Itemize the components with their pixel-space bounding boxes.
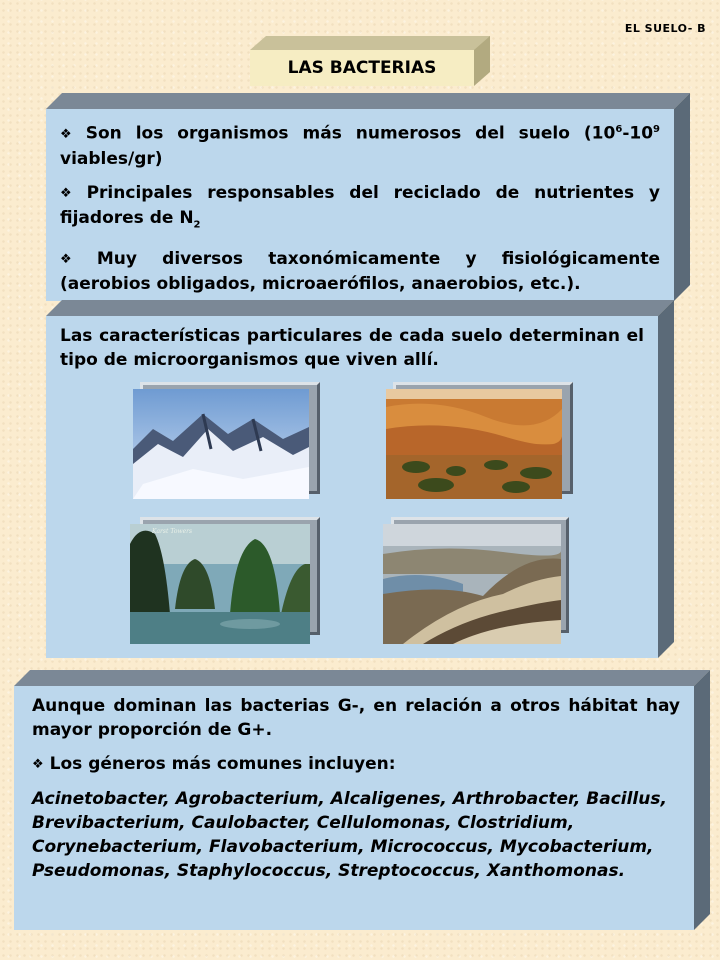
corner-label: EL SUELO- B [624, 22, 706, 35]
diamond-bullet-icon: ❖ [60, 126, 80, 142]
genera-list: Acinetobacter, Agrobacterium, Alcaligenes, Arthrobacter, Bacillus, Brevibacterium, Caulobacter, Cellulomonas, Clostridium, Corynebacterium, Flavobacterium, Micrococcus, Mycobacterium, Pseudomonas, Staphylococcus, Streptococcus, Xanthomonas. [32, 789, 667, 881]
rocky-hills-image [383, 520, 569, 644]
fact-item-recycling: ❖ Principales responsables del reciclado de nutrientes y fijadores de $N_2$ [60, 182, 660, 231]
genera-box [14, 670, 710, 930]
page-title: LAS BACTERIAS [287, 58, 437, 78]
gram-positive-note: Aunque dominan las bacterias G-, en relación a otros hábitat hay mayor proporción de G+. [32, 696, 680, 740]
habitats-intro: Las características particulares de cada suelo determinan el tipo de microorganismos que viven allí. [60, 326, 644, 370]
diamond-bullet-icon: ❖ [32, 757, 44, 772]
diamond-bullet-icon: ❖ [60, 252, 91, 268]
tropical-karst-image [130, 520, 320, 644]
genera-heading: ❖ Los géneros más comunes incluyen: [32, 754, 396, 774]
fact-item-diversity: ❖ Muy diversos taxonómicamente y fisiológicamente (aerobios obligados, microaeróﬁlos, anaerobios, etc.). [60, 249, 660, 295]
title-plaque [250, 36, 490, 86]
facts-box [46, 93, 690, 301]
snowy-mountains-image [133, 385, 317, 499]
desert-dunes-image [386, 385, 570, 499]
image-caption: Karst Towers [152, 528, 193, 535]
fact-item-abundance: ❖ Son los organismos más numerosos del suelo ($10^6-10^9$ viables/gr) [60, 123, 660, 169]
diamond-bullet-icon: ❖ [60, 185, 81, 201]
